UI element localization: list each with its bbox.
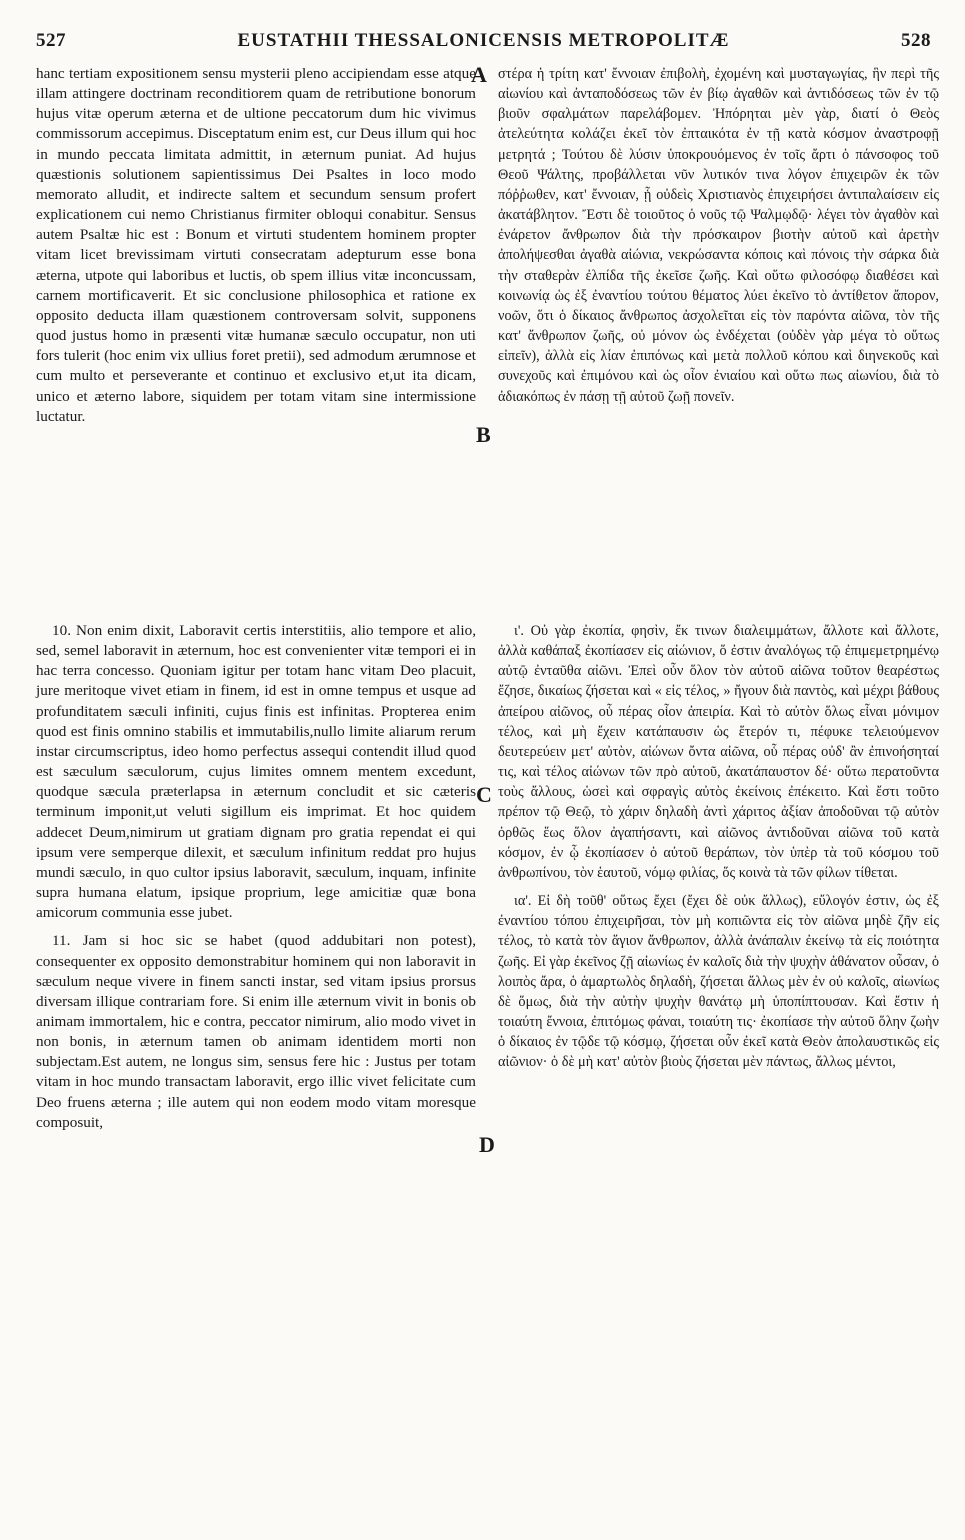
latin-paragraph-9: hanc tertiam expositionem sensu mysterii pleno accipiendam esse atque illam attingere doctrinam reconditiorem quam de retributione bonorum hujus vitæ operum æterna et de ultione peccatorum dum hic vivimus commissorum accepimus. Disceptatum enim est, cur Deus illum qui hoc in mundo peccata limitata admittit, in æternum puniat. Ad hujus quæstionis solutionem sapientissimus Dei Psaltes in loco modo memorato alludit, et indirecte saltem et secundum sensum profert explicationem cui nemo Christianus firmiter obloqui conabitur. Sensus autem Psaltæ hic est : Bonum et virtuti studentem hominem propter vitam licet brevissimam virtuti consecratam adepturum esse bona æterna, utpote qui laboribus et luctis, ob spem illius vitæ inconcussam, carnem mortificaverit. Et sic conclusione philosophica et ratione ex opposito deducta illam quæstionem controversam solvit, supponens quod justus homo in præsenti vitæ humanæ sæculo occupatur, non uti fors tulerit (hoc enim vix ullius foret pretii), sed admodum ærumnose et cum multo et perseverante et continuo et exclusivo et,ut ita dicam, unico et æterno labore, siquidem per totam vitam sine intermissione luctatur. — [36, 65, 476, 425]
page-header — [36, 30, 931, 62]
greek-paragraph-10: ι'. Οὐ γὰρ ἐκοπία, φησὶν, ἔκ τινων διαλειμμάτων, ἄλλοτε καὶ ἄλλοτε, ἀλλὰ καθάπαξ ἐκοπίασεν εἰς αἰώνιον, ὅ ἐστιν ἀναλόγως τῷ ἐπιμεμετρημένῳ αὐτῷ ἐνταῦθα αἰῶνι. Ἐπεὶ οὖν ὅλον τὸν αὐτοῦ αἰῶνα τοῦτον θεαρέστως ἔζησε, δικαίως ζήσεται καὶ « εἰς τέλος, » ἤγουν διὰ παντὸς, καὶ μέχρι βάθους ἀπείρου αἰῶνος, οὗ πέρας οἷον ἀπειρία. Καὶ τὸ αὐτὸν ὅλως εἶναι μόνιμον τέλος, καὶ μὴ ἔχειν κατάπαυσιν ὡς ἕτερόν τι, πέφυκε τελειούμενον δευτερεύειν μετ' αὐτὸν, αἰώνων ὄντα αἰῶνα, οὗ πέρας οὐδ' ἂν ἐπινοήσηταί τις, καὶ τέλος αἰώνων τῶν πρὸ αὐτοῦ, ἀκατάπαυστον δέ· οὕτω περατοῦντα τοὺς ἄλλους, ὡσεὶ καὶ σφραγὶς αὐτὸς ἐκείνοις ἐπέκειτο. Καὶ ἔστι τοῦτο πρέπον τῷ Θεῷ, τὸ χάριν δηλαδὴ ἀντὶ χάριτος ἀξίαν ἀποδοῦναι τῷ αὐτὸν ὀρθῶς ἕως ὅλον ἀγαπήσαντι, καὶ αἰῶνος ἀντιδοῦναι αἰῶνα τοῦ κατὰ κόσμον, ἐν ᾧ ἐκοπίασεν ὁ αὐτοῦ θεράπων, τὸν ὑπὲρ τὰ τοῦ κόσμου τοῦ ἀνθρωπίνου, τὸν ἑαυτοῦ, νόμῳ φιλίας, ὅς κοινὰ τὰ τῶν φίλων τίθεται. — [498, 623, 939, 881]
margin-letter-d: D — [479, 1132, 495, 1157]
margin-letter-a: A — [471, 62, 487, 87]
greek-paragraph-9: στέρα ἡ τρίτη κατ' ἔννοιαν ἐπιβολὴ, ἐχομένη καὶ μυσταγωγίας, ἣν περὶ τῆς αἰωνίου καὶ ἀνταποδόσεως τῶν ἐν βίῳ ἀγαθῶν καὶ ἀντιδόσεως τῶν ἐν τῷ βιοῦν σφαλμάτων παρελάβομεν. Ἠπόρηται μὲν γὰρ, διατί ὁ Θεὸς ἀτελεύτητα κολάζει ἐκεῖ τὸν ἐπταικότα ἐν τῇ κατὰ κόσμον ἀναστροφῇ μετρητά ; Τούτου δὲ λύσιν ὑποκρουόμενος ἐν τοῖς ἄρτι ὁ πάνσοφος τοῦ Θεοῦ Ψάλτης, προβάλλεται νῦν λυτικόν τινα λόγον ἐπιχειρῶν ἐκ τῶν πόῤῥωθεν, κατ' ἔννοιαν, ᾗ οὐδεὶς Χριστιανὸς ἐπιχειρήσει ἀντιπαλαίσειν εἰς ἀκατάβλητον. Ἔστι δὲ τοιοῦτος ὁ νοῦς τῷ Ψαλμῳδῷ· λέγει τὸν ἀγαθὸν καὶ ἐνάρετον ἄνθρωπον διὰ τὴν πρόσκαιρον βιοτὴν αὐτοῦ καὶ ἀρετὴν ἀπολήψεσθαι ἀγαθὰ αἰώνια, νεκρώσαντα κόποις καὶ πόνοις τὴν σάρκα διὰ τὴν σταθερὰν ἐλπίδα τῆς ἐκεῖσε ζωῆς. Καὶ οὕτω φιλοσόφῳ διαθέσει καὶ κοινωνίᾳ ὡς ἐξ ἐναντίου τούτου θέματος λύει ἐκεῖνο τὸ ἀντίθετον ἄπορον, νοῶν, ὅτι ὁ δίκαιος ἄνθρωπος ἀσχολεῖται εἰς τὸν παρόντα αἰῶνα, τὸν τῆς κατ' ἄνθρωπον ζωῆς, οὐ μόνον ὡς ἐνδέχεται (οὐδὲν γὰρ μέγα τὸ οὕτως εἰπεῖν), ἀλλὰ εἰς λίαν ἐπιπόνως καὶ μετὰ πολλοῦ κόπου καὶ διηνεκοῦς καὶ συνεχοῦς καὶ ἐπιμόνου καὶ ὡς οἷον ἐνιαίου καὶ οὕτω πως αἰωνίου, διὰ τὸ ἀδιακόπως ἐν πάσῃ τῇ αὐτοῦ ζωῇ πονεῖν. — [498, 66, 939, 405]
margin-letter-b: B — [476, 422, 491, 447]
running-title: EUSTATHII THESSALONICENSIS METROPOLITÆ — [237, 30, 730, 51]
right-page-number: 528 — [901, 30, 931, 51]
two-column-body — [36, 62, 939, 1157]
latin-column — [36, 64, 476, 1133]
latin-paragraph-11: 11. Jam si hoc sic se habet (quod addubitari non potest), consequenter ex opposito demonstrabitur hominem qui non laboravit in sæculum neque vivere in finem sancti instar, sed vitam ipsius prorsus diversam illique contrariam fore. Si enim ille æternum vivit in bonis ob animam immortalem, hic e contra, peccator nimirum, alio modo vivet in non bonis, in æternum tamen ob animam identidem morti non subjectam.Est autem, ne longus sim, sensus fere hic : Justus per totam vitam in hoc mundo transactam laboravit, ergo illic vivet felicitate cum Deo fruens æterna ; ille autem qui non eodem modo vitam moresque composuit, — [36, 932, 476, 1131]
greek-paragraph-11: ια'. Εἰ δὴ τοῦθ' οὕτως ἔχει (ἔχει δὲ οὐκ ἄλλως), εὔλογόν ἐστιν, ὡς ἐξ ἐναντίου τόπου ἐπιχειρῆσαι, τὸν μὴ κοπιῶντα εἰς τὸν αἰῶνα μηδὲ ζῆν εἰς τέλος, τὸ κατὰ τὸν ἅγιον ἄνθρωπον, ἀλλὰ ἀνάπαλιν ἐκείνῳ τὰ εἰς ποιότητα ζωῆς. Εἰ γὰρ ἐκεῖνος ζῇ αἰωνίως ἐν καλοῖς διὰ τὴν ψυχὴν ἀθάνατον οὖσαν, ὁ λοιπὸς ἄρα, ὁ ἁμαρτωλὸς δηλαδὴ, ζήσεται ἄλλως μὲν ἐν οὐ καλοῖς, αἰωνίως δὲ ὅμως, διὰ τὴν αὐτὴν ψυχὴν θανάτῳ μὴ ὑποπίπτουσαν. Καὶ ἔστιν ἡ τοιαύτη ἔννοια, ἐπιτόμως φάναι, τοιαύτη τις· ἐκοπίασε τὴν αὐτοῦ ὅλην ζωὴν ὁ δίκαιος ἐν τῷδε τῷ κόσμῳ, ζήσεται οὖν ἐκεῖ κατὰ Θεὸν ἀπολαυστικῶς εἰς αἰῶνιον· ὁ δὲ μὴ κατ' αὐτὸν βιοὺς ζήσεται μὲν πάντως, ἄλλως μέντοι, — [498, 893, 939, 1071]
latin-paragraph-10: 10. Non enim dixit, Laboravit certis interstitiis, alio tempore et alio, sed, semel laboravit in æternum, hoc est convenienter vitæ tempori ei in hac terra concesso. Quoniam igitur per totam hanc vitam Deo placuit, jure meritoque vivet etiam in finem, id est in omne tempus et usque ad profunditatem sæculi infiniti, cujus finis est infinitas. Propterea enim quod est finis omnino stabilis et immutabilis,nullo limite aliarum rerum instar circumscriptus, ideo homo perfectus assequi contendit illud quod est sæculum sæculorum, cujus limites omnem mentem excedunt, quodque sæcula præterlapsa in æternum concludit et sic cæteris terminum imponit,ut veluti sigillum eis imprimat. Et hoc quidem addecet Deum,nimirum ut gratiam dignam pro gratia rependat ei qui ipsum vere semperque dilexit, et sæculum infinitum reddat pro hujus mundi sæculo, in quo cultor ipsius laboravit, sæculum, inquam, infinite supra humana elatum, ipsique proprium, lege amicitiæ quæ bona amicorum communia esse jubet. — [36, 622, 476, 922]
margin-letter-c: C — [476, 782, 492, 807]
greek-column — [498, 64, 939, 1133]
left-page-number: 527 — [36, 30, 66, 51]
